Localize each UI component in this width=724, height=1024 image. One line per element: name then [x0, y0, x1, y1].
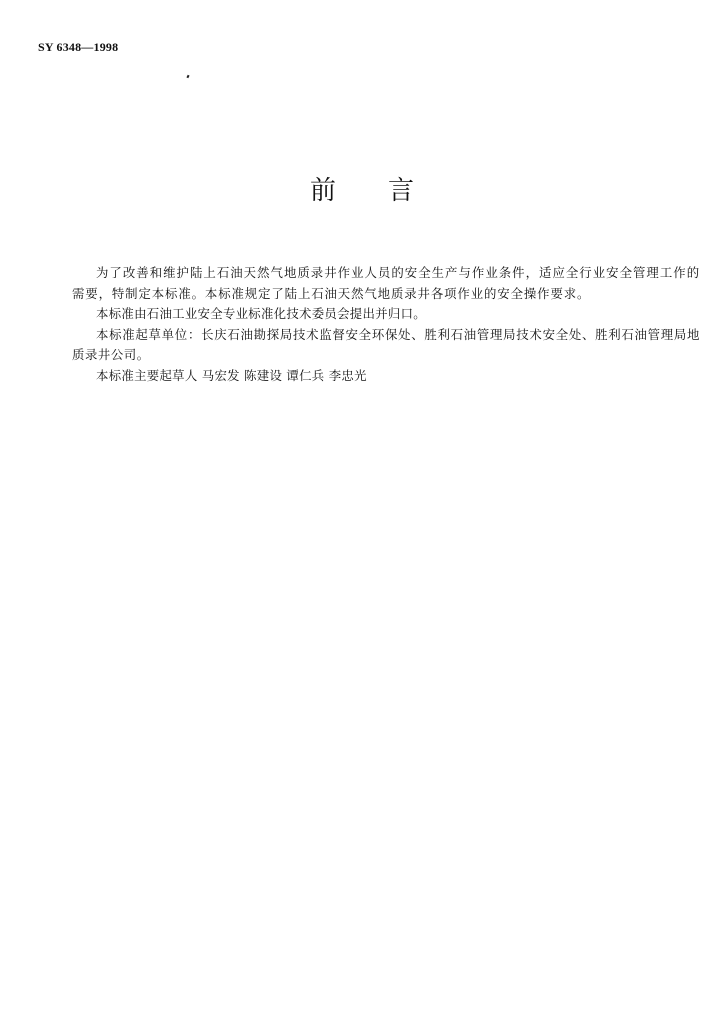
page-title	[0, 170, 724, 207]
foreword-body	[72, 263, 700, 386]
paragraph-drafting-units: 本标准起草单位：长庆石油勘探局技术监督安全环保处、胜利石油管理局技术安全处、胜利石油管理局地质录井公司。	[72, 326, 700, 362]
paragraph-drafters: 本标准主要起草人 马宏发 陈建设 谭仁兵 李忠光	[96, 367, 367, 383]
paragraph-purpose: 为了改善和维护陆上石油天然气地质录井作业人员的安全生产与作业条件，适应全行业安全管理工作的需要，特制定本标准。本标准规定了陆上石油天然气地质录井各项作业的安全操作要求。	[72, 265, 700, 301]
title-char-qian: 前	[309, 176, 336, 206]
scan-speck	[186, 75, 189, 79]
standard-code: SY 6348—1998	[38, 40, 119, 54]
paragraph-proposer: 本标准由石油工业安全专业标准化技术委员会提出并归口。	[96, 306, 426, 321]
title-char-yan: 言	[388, 176, 415, 206]
